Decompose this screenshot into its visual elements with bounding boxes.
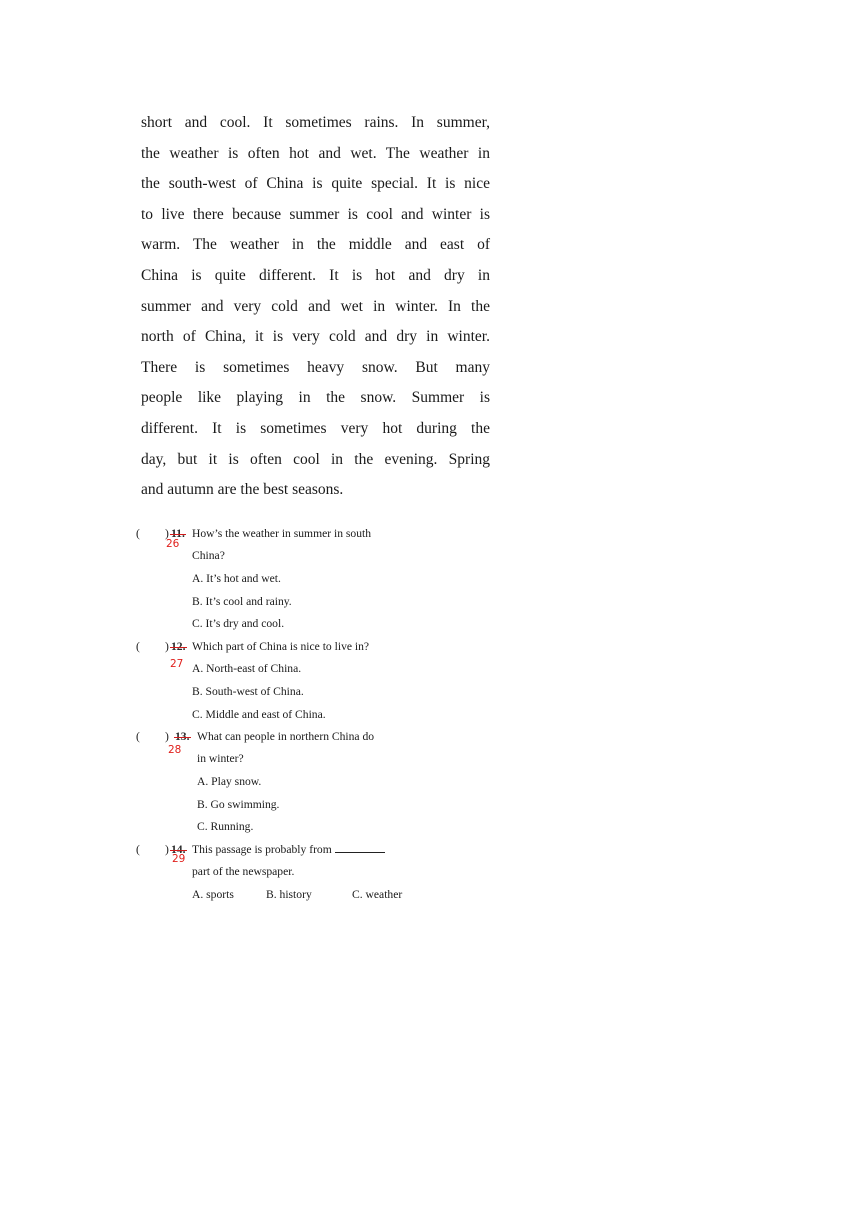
passage-line: day, but it is often cool in the evening. Spring (141, 450, 490, 468)
question-stem: How’s the weather in summer in south (192, 527, 372, 540)
answer-paren-close: ) (165, 640, 169, 653)
option-b: B. Go swimming. (197, 798, 280, 811)
option-c: C. Middle and east of China. (192, 708, 326, 721)
option-c: C. weather (352, 888, 403, 901)
strikethrough-mark (170, 850, 187, 851)
corrected-question-number: 27 (170, 658, 184, 670)
answer-blank (335, 843, 385, 853)
corrected-question-number: 29 (172, 853, 186, 865)
question-stem: Which part of China is nice to live in? (192, 640, 370, 653)
answer-paren-open: ( (136, 527, 140, 540)
passage-line: and autumn are the best seasons. (141, 481, 344, 499)
option-c: C. It’s dry and cool. (192, 617, 285, 630)
strikethrough-mark (170, 647, 187, 648)
strikethrough-mark (174, 737, 191, 738)
passage-line: the south-west of China is quite special. It is nice (141, 175, 490, 193)
passage-line: different. It is sometimes very hot during the (141, 419, 490, 437)
question-stem-continued: in winter? (197, 752, 244, 765)
question-stem: This passage is probably from (192, 843, 385, 856)
option-a: A. Play snow. (197, 775, 262, 788)
answer-paren-close: ) (165, 527, 169, 540)
passage-line: north of China, it is very cold and dry in winter. (141, 328, 490, 346)
answer-paren-open: ( (136, 843, 140, 856)
corrected-question-number: 26 (166, 538, 180, 550)
question-stem-continued: part of the newspaper. (192, 865, 295, 878)
original-question-number (175, 730, 190, 743)
option-b: B. history (266, 888, 312, 901)
option-a: A. sports (192, 888, 234, 901)
answer-paren-open: ( (136, 730, 140, 743)
strikethrough-mark (170, 534, 186, 535)
answer-paren-close: ) (165, 730, 169, 743)
question-stem-continued: China? (192, 549, 225, 562)
option-a: A. North-east of China. (192, 662, 302, 675)
passage-line: China is quite different. It is hot and dry in (141, 266, 490, 284)
passage-line: summer and very cold and wet in winter. In the (141, 297, 490, 315)
option-b: B. South-west of China. (192, 685, 304, 698)
passage-line: warm. The weather in the middle and east of (141, 236, 490, 254)
option-c: C. Running. (197, 820, 254, 833)
passage-line: the weather is often hot and wet. The weather in (141, 144, 490, 162)
question-stem: What can people in northern China do (197, 730, 375, 743)
answer-paren-close: ) (165, 843, 169, 856)
passage-line: to live there because summer is cool and winter is (141, 205, 490, 223)
passage-line: short and cool. It sometimes rains. In summer, (141, 114, 490, 131)
reading-passage (141, 108, 490, 506)
corrected-question-number: 28 (168, 744, 182, 756)
passage-line: There is sometimes heavy snow. But many (141, 358, 490, 376)
option-b: B. It’s cool and rainy. (192, 595, 292, 608)
answer-paren-open: ( (136, 640, 140, 653)
original-question-number (171, 640, 186, 653)
passage-line: people like playing in the snow. Summer is (141, 389, 490, 407)
option-a: A. It’s hot and wet. (192, 572, 281, 585)
